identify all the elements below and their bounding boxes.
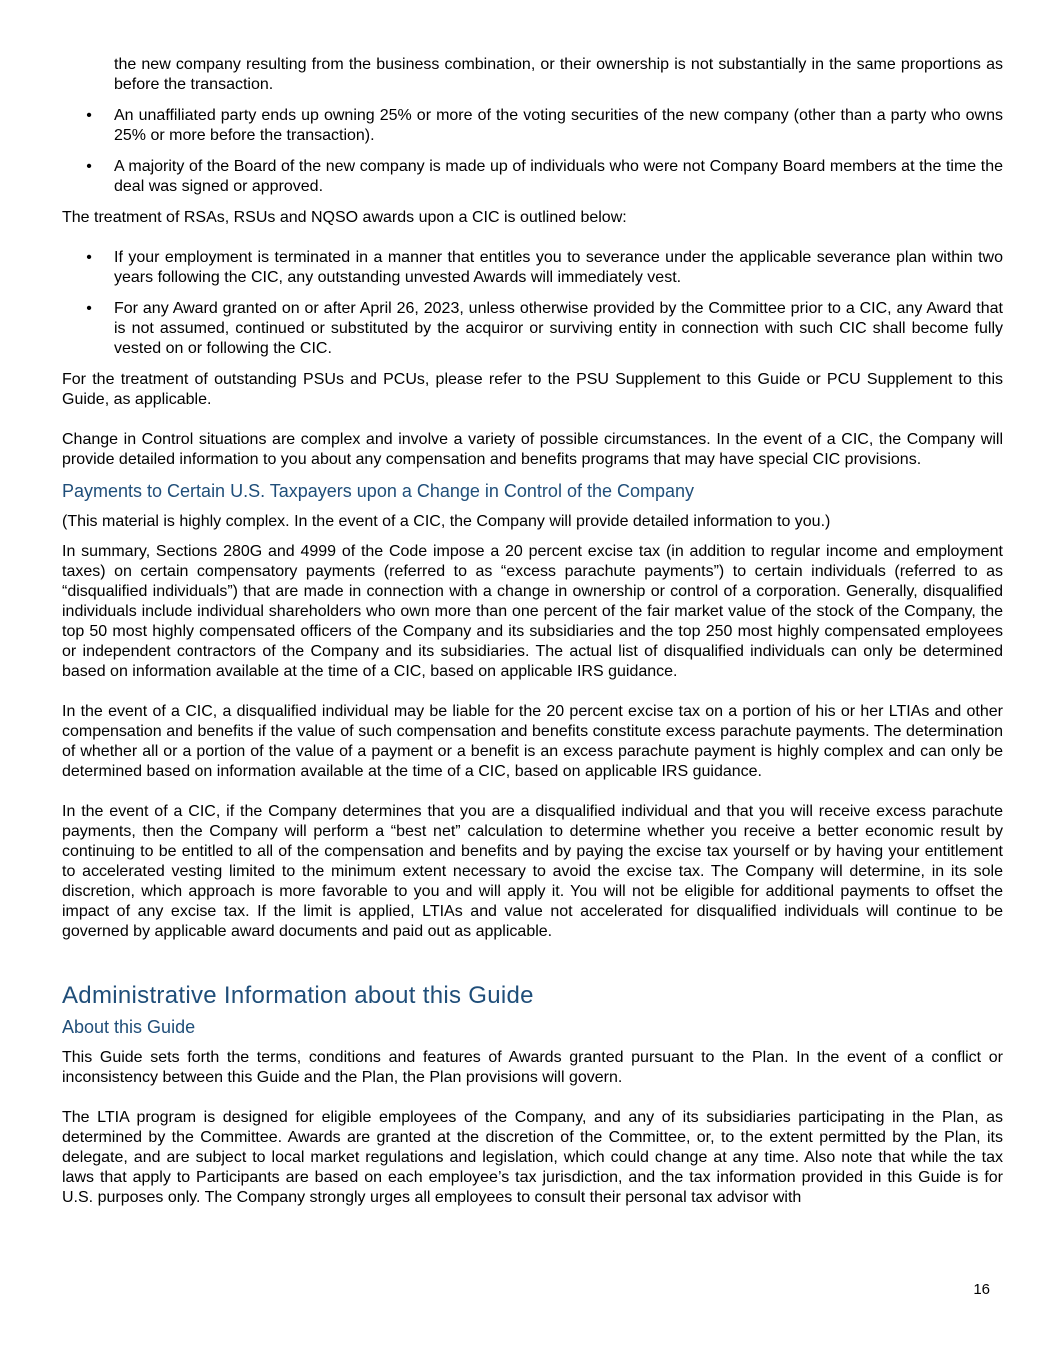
list-item	[62, 157, 1003, 197]
list-item-text: A majority of the Board of the new company is made up of individuals who were not Company Board members at the time the deal was signed or approved.	[114, 158, 1003, 195]
section-heading-admin: Administrative Information about this Guide	[62, 982, 534, 1009]
treatment-intro: The treatment of RSAs, RSUs and NQSO awards upon a CIC is outlined below:	[62, 209, 627, 226]
list-item-text: If your employment is terminated in a manner that entitles you to severance under the applicable severance plan within two years following the CIC, any outstanding unvested Awards will immediately vest.	[114, 249, 1003, 286]
treatment-list	[62, 248, 1003, 359]
psu-note: For the treatment of outstanding PSUs and PCUs, please refer to the PSU Supplement to this Guide or PCU Supplement to this Guide, as applicable.	[62, 371, 1003, 408]
bullet-symbol: •	[86, 107, 92, 124]
cic-definition-list	[62, 106, 1003, 197]
bullet-symbol: •	[86, 158, 92, 175]
list-item-text: For any Award granted on or after April 26, 2023, unless otherwise provided by the Committee prior to a CIC, any Award that is not assumed, continued or substituted by the acquiror or surviving entity in connection with such CIC shall become fully vested on or following the CIC.	[114, 300, 1003, 357]
document-page	[62, 55, 1003, 1208]
page-number: 16	[973, 1281, 990, 1298]
paragraph-excise-liability: In the event of a CIC, a disqualified individual may be liable for the 20 percent excise tax on a portion of his or her LTIAs and other compensation and benefits if the value of such compensation and benefits constitute excess parachute payments. The determination of whether all or a portion of the value of a payment or a benefit is an excess parachute payment is highly complex and can only be determined based on information available at the time of a CIC, based on applicable IRS guidance.	[62, 703, 1003, 780]
list-item	[62, 248, 1003, 288]
cic-complexity-note: Change in Control situations are complex and involve a variety of possible circumstances. In the event of a CIC, the Company will provide detailed information to you about any compensation and benefits programs that may have special CIC provisions.	[62, 431, 1003, 468]
paragraph-excise-summary: In summary, Sections 280G and 4999 of the Code impose a 20 percent excise tax (in addition to regular income and employment taxes) on certain compensatory payments (referred to as “excess parachute payments”) to certain individuals (referred to as “disqualified individuals”) that are made in connection with a change in ownership or control of a corporation. Generally, disqualified individuals include individual shareholders who own more than one percent of the fair market value of the stock of the Company, the top 50 most highly compensated officers of the Company and its subsidiaries and the top 250 most highly compensated employees or independent contractors of the Company and its subsidiaries. The actual list of disqualified individuals can only be determined based on information available at the time of a CIC, based on applicable IRS guidance.	[62, 543, 1003, 680]
bullet-symbol: •	[86, 249, 92, 266]
complexity-disclaimer: (This material is highly complex. In the event of a CIC, the Company will provide detailed information to you.)	[62, 513, 831, 530]
paragraph-ltia-program: The LTIA program is designed for eligible employees of the Company, and any of its subsidiaries participating in the Plan, as determined by the Committee. Awards are granted at the discretion of the Committee, or, to the extent permitted by the Plan, its delegate, and are subject to local market regulations and legislation, which could change at any time. Also note that while the tax laws that apply to Participants are based on each employee’s tax jurisdiction, and the tax information provided in this Guide is for U.S. purposes only. The Company strongly urges all employees to consult their personal tax advisor with	[62, 1109, 1003, 1206]
subheading-about-guide: About this Guide	[62, 1017, 196, 1037]
paragraph-best-net: In the event of a CIC, if the Company determines that you are a disqualified individual and that you will receive excess parachute payments, then the Company will perform a “best net” calculation to determine whether you receive a better economic result by continuing to be entitled to all of the compensation and benefits and by paying the excise tax yourself or by having your entitlement to accelerated vesting limited to the minimum extent necessary to avoid the excise tax. The Company will determine, in its sole discretion, which approach is more favorable to you and will apply it. You will not be eligible for additional payments to offset the impact of any excise tax. If the limit is applied, LTIAs and value not accelerated for disqualified individuals will continue to be governed by applicable award documents and paid out as applicable.	[62, 803, 1003, 940]
intro-continuation: the new company resulting from the business combination, or their ownership is not substantially in the same proportions as before the transaction.	[114, 56, 1003, 93]
list-item-text: An unaffiliated party ends up owning 25% or more of the voting securities of the new company (other than a party who owns 25% or more before the transaction).	[114, 107, 1003, 144]
section-heading-payments: Payments to Certain U.S. Taxpayers upon a Change in Control of the Company	[62, 481, 695, 501]
list-item	[62, 106, 1003, 146]
bullet-symbol: •	[86, 300, 92, 317]
paragraph-guide-terms: This Guide sets forth the terms, conditions and features of Awards granted pursuant to the Plan. In the event of a conflict or inconsistency between this Guide and the Plan, the Plan provisions will govern.	[62, 1049, 1003, 1086]
list-item	[62, 299, 1003, 359]
